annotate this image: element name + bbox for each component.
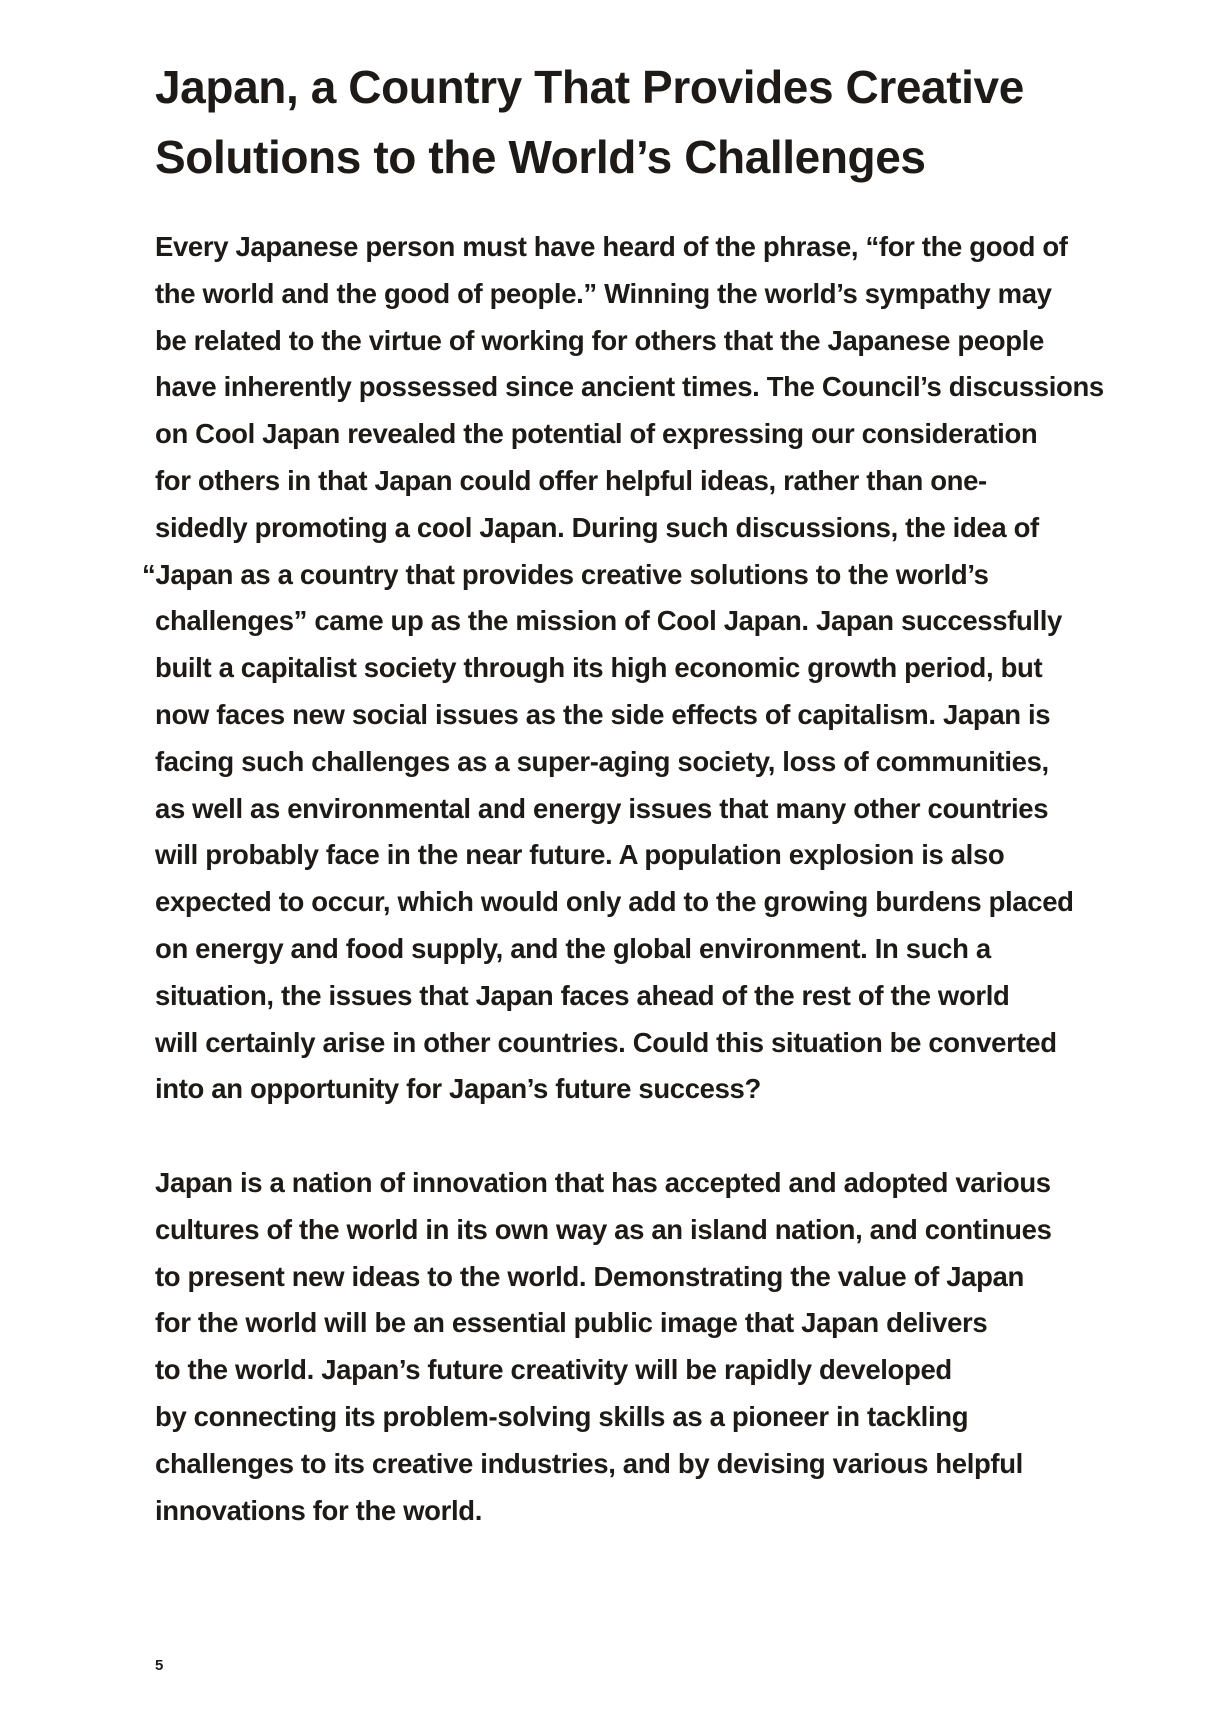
text-line: Japan is a nation of innovation that has accepted and adopted various — [155, 1166, 1051, 1198]
paragraph-1 — [142, 224, 1165, 1113]
text-line: as well as environmental and energy issues that many other countries — [155, 792, 1049, 824]
text-line: Every Japanese person must have heard of the phrase, “for the good of — [155, 231, 1068, 262]
text-line: by connecting its problem-solving skills as a pioneer in tackling — [155, 1400, 969, 1432]
text-line: for the world will be an essential public image that Japan delivers — [155, 1307, 988, 1339]
page-title — [155, 52, 1115, 192]
text-line: challenges to its creative industries, and by devising various helpful — [155, 1447, 1023, 1479]
text-line: to present new ideas to the world. Demonstrating the value of Japan — [155, 1260, 1024, 1292]
text-line: sidedly promoting a cool Japan. During such discussions, the idea of — [155, 511, 1039, 543]
text-line: into an opportunity for Japan’s future success? — [155, 1073, 761, 1105]
text-line: will probably face in the near future. A population explosion is also — [155, 839, 1005, 871]
text-line: on energy and food supply, and the global environment. In such a — [155, 932, 991, 964]
text-line: innovations for the world. — [155, 1494, 483, 1526]
body-text — [142, 224, 1165, 1534]
text-line: challenges” came up as the mission of Cool Japan. Japan successfully — [155, 605, 1062, 637]
text-line: cultures of the world in its own way as an island nation, and continues — [155, 1213, 1052, 1245]
text-line: situation, the issues that Japan faces ahead of the rest of the world — [155, 979, 1010, 1011]
title-line: Japan, a Country That Provides Creative — [155, 61, 1024, 113]
text-line: expected to occur, which would only add to the growing burdens placed — [155, 886, 1074, 918]
text-line: on Cool Japan revealed the potential of expressing our consideration — [155, 418, 1038, 450]
text-line: will certainly arise in other countries. Could this situation be converted — [155, 1026, 1057, 1058]
text-line: have inherently possessed since ancient times. The Council’s discussions — [155, 371, 1104, 403]
text-line: the world and the good of people.” Winning the world’s sympathy may — [155, 277, 1052, 309]
title-line: Solutions to the World’s Challenges — [155, 131, 926, 183]
text-line: now faces new social issues as the side effects of capitalism. Japan is — [155, 698, 1051, 730]
text-line: for others in that Japan could offer helpful ideas, rather than one- — [155, 464, 987, 496]
text-line: be related to the virtue of working for others that the Japanese people — [155, 324, 1044, 356]
text-line: “Japan as a country that provides creative solutions to the world’s — [142, 558, 989, 590]
paragraph-2 — [155, 1160, 1165, 1534]
text-line: built a capitalist society through its high economic growth period, but — [155, 652, 1043, 684]
page-number: 5 — [155, 1657, 164, 1674]
text-line: facing such challenges as a super-aging society, loss of communities, — [155, 745, 1049, 777]
text-line: to the world. Japan’s future creativity will be rapidly developed — [155, 1354, 952, 1386]
